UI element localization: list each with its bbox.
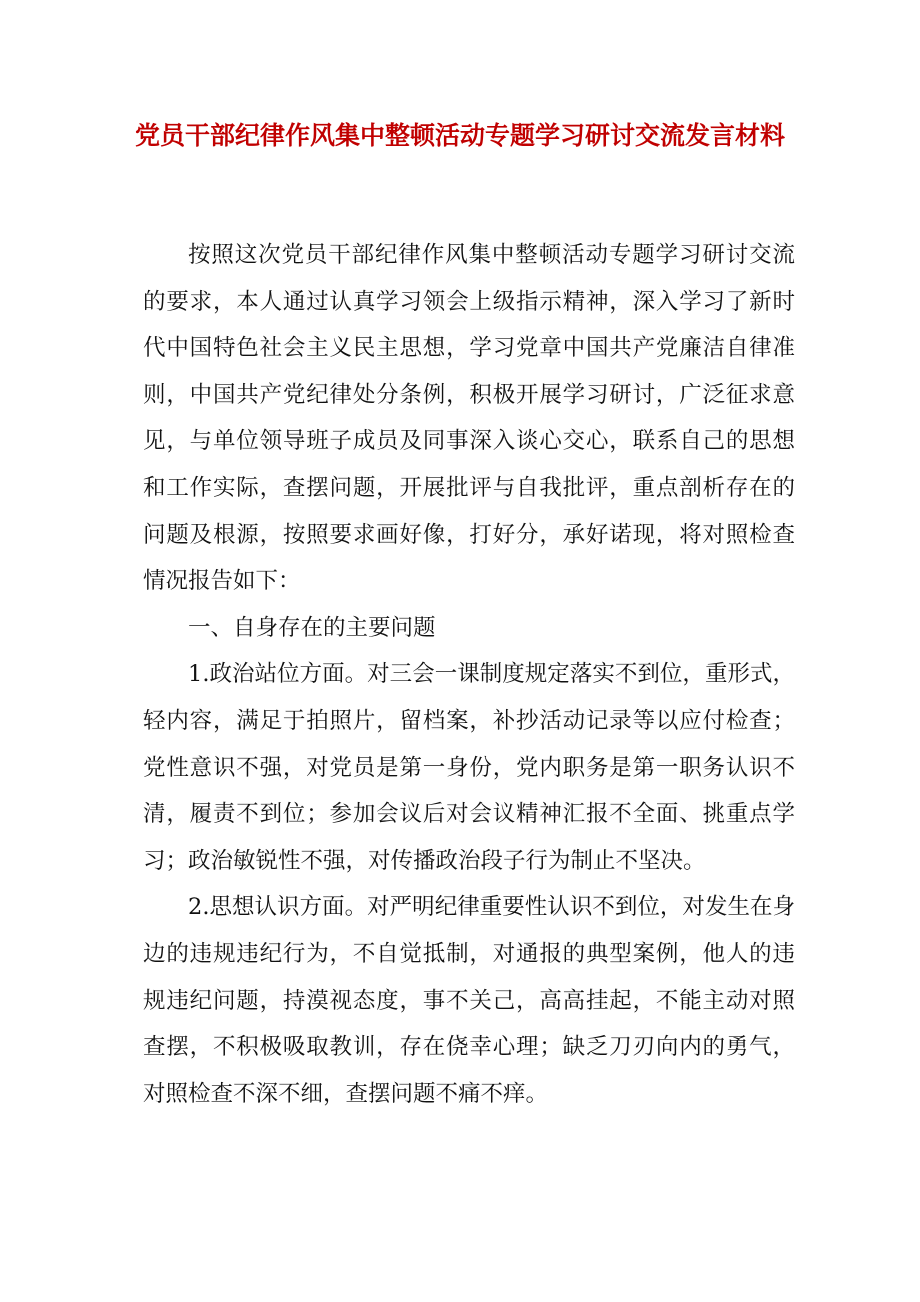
- section-heading: 一、自身存在的主要问题: [188, 614, 436, 641]
- document-title: 党员干部纪律作风集中整顿活动专题学习研讨交流发言材料: [134, 121, 785, 150]
- paragraph-intro: 按照这次党员干部纪律作风集中整顿活动专题学习研讨交流的要求，本人通过认真学习领会上级指示精神，深入学习了新时代中国特色社会主义民主思想，学习党章中国共产党廉洁自律准则，中国共产党纪律处分条例，积极开展学习研讨，广泛征求意见，与单位领导班子成员及同事深入谈心交心，联系自己的思想和工作实际，查摆问题，开展批评与自我批评，重点剖析存在的问题及根源，按照要求画好像，打好分，承好诺现，将对照检查情况报告如下：: [143, 242, 795, 595]
- document-body: [143, 232, 795, 1117]
- paragraph-political-stance: 1.政治站位方面。对三会一课制度规定落实不到位，重形式，轻内容，满足于拍照片，留档案，补抄活动记录等以应付检查；党性意识不强，对党员是第一身份，党内职务是第一职务认识不清，履责不到位；参加会议后对会议精神汇报不全面、挑重点学习；政治敏锐性不强，对传播政治段子行为制止不坚决。: [143, 661, 795, 874]
- paragraph-ideological-awareness: 2.思想认识方面。对严明纪律重要性认识不到位，对发生在身边的违规违纪行为，不自觉抵制，对通报的典型案例，他人的违规违纪问题，持漠视态度，事不关己，高高挂起，不能主动对照查摆，不积极吸取教训，存在侥幸心理；缺乏刀刃向内的勇气，对照检查不深不细，查摆问题不痛不痒。: [143, 894, 795, 1107]
